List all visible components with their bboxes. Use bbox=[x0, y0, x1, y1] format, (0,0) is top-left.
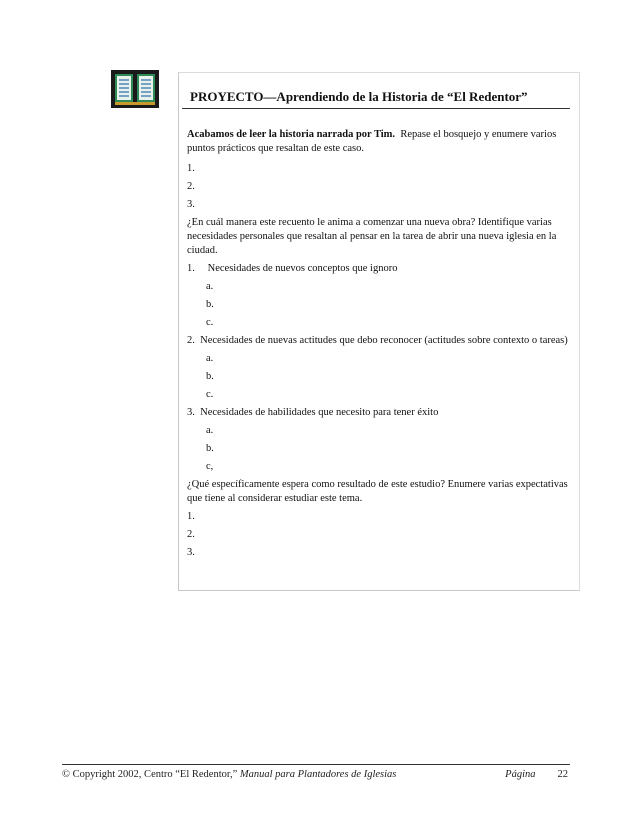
group-label: Necesidades de nuevas actitudes que debo reconocer (actitudes sobre contexto o tareas) bbox=[200, 335, 568, 346]
section1-item: 1. bbox=[187, 163, 195, 174]
group-label: Necesidades de habilidades que necesito para tener éxito bbox=[200, 407, 439, 418]
section3-item: 3. bbox=[187, 547, 195, 558]
footer-divider bbox=[62, 764, 570, 765]
footer-copyright: © Copyright 2002, Centro “El Redentor,” bbox=[62, 769, 238, 780]
group-sub-item: b. bbox=[206, 443, 214, 454]
footer-copyright-line bbox=[62, 769, 396, 780]
project-content bbox=[187, 128, 572, 564]
section1-intro bbox=[187, 128, 572, 156]
group-sub-item: c, bbox=[206, 461, 214, 472]
group-sub-item: b. bbox=[206, 371, 214, 382]
section2-group-heading bbox=[187, 334, 572, 352]
footer-page-label: Página bbox=[505, 769, 536, 780]
group-sub-item: c. bbox=[206, 317, 214, 328]
page-footer bbox=[62, 769, 568, 780]
section2-prompt: ¿En cuál manera este recuento le anima a comenzar una nueva obra? Identifique varias necesidades personales que resaltan al pensar en la tarea de abrir una nueva iglesia en la ciudad. bbox=[187, 217, 557, 256]
group-number: 1. bbox=[187, 263, 195, 274]
section1-item: 2. bbox=[187, 181, 195, 192]
title-divider bbox=[182, 108, 570, 109]
group-number: 3. bbox=[187, 407, 195, 418]
group-sub-item: a. bbox=[206, 425, 214, 436]
group-label: Necesidades de nuevos conceptos que ignoro bbox=[207, 263, 398, 274]
group-number: 2. bbox=[187, 335, 195, 346]
section3-item: 2. bbox=[187, 529, 195, 540]
group-sub-item: a. bbox=[206, 353, 214, 364]
group-sub-item: c. bbox=[206, 389, 214, 400]
project-title: PROYECTO—Aprendiendo de la Historia de “El Redentor” bbox=[190, 89, 528, 104]
section1-intro-bold: Acabamos de leer la historia narrada por Tim. bbox=[187, 129, 396, 140]
section3-prompt: ¿Qué específicamente espera como resultado de este estudio? Enumere varias expectativas que tiene al considerar estudiar este tema. bbox=[187, 479, 568, 504]
footer-manual-title: Manual para Plantadores de Iglesias bbox=[239, 769, 397, 780]
open-book-icon bbox=[111, 70, 159, 108]
section3-item: 1. bbox=[187, 511, 195, 522]
section1-intro-text: Repase el bosquejo y enumere varios puntos prácticos que resaltan de este caso. bbox=[187, 129, 557, 154]
footer-page-number: 22 bbox=[557, 769, 568, 780]
group-sub-item: a. bbox=[206, 281, 214, 292]
group-sub-item: b. bbox=[206, 299, 214, 310]
footer-page bbox=[505, 769, 568, 780]
section2-group-heading bbox=[187, 262, 572, 280]
section1-item: 3. bbox=[187, 199, 195, 210]
section2-group-heading bbox=[187, 406, 572, 424]
